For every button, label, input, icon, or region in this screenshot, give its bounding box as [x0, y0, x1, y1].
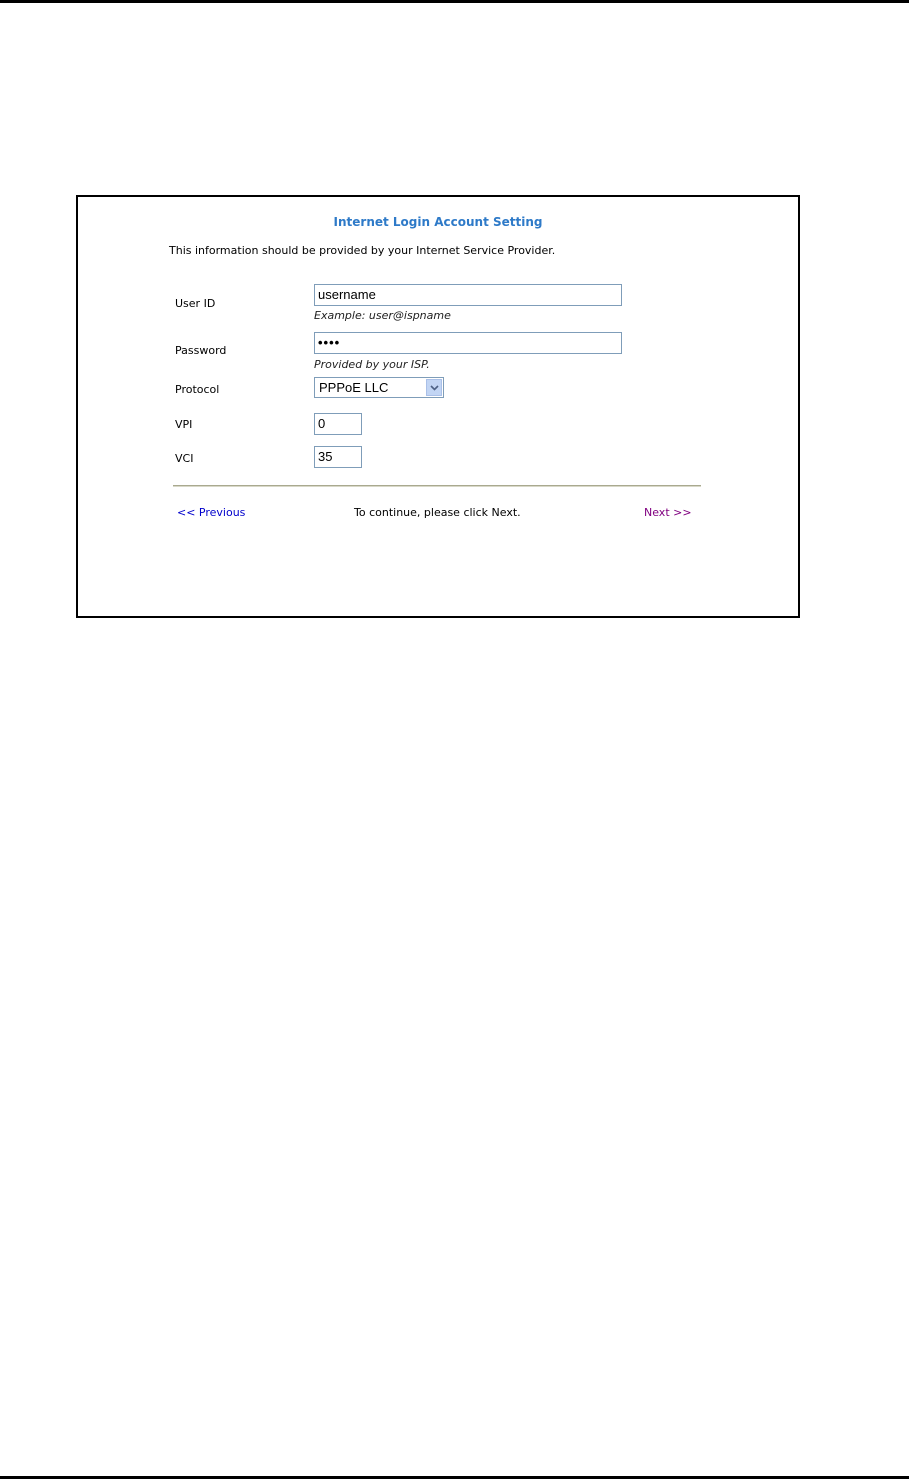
page-bottom-rule: [0, 1476, 909, 1479]
user-id-label: User ID: [175, 297, 216, 310]
protocol-select[interactable]: [314, 377, 444, 398]
user-id-hint: Example: user@ispname: [314, 309, 451, 322]
password-input[interactable]: ••••: [314, 332, 622, 354]
chevron-down-icon: [430, 385, 439, 391]
setup-panel: [76, 195, 800, 618]
next-link[interactable]: Next >>: [644, 506, 692, 519]
protocol-selected-value: PPPoE LLC: [319, 380, 389, 395]
user-id-input[interactable]: username: [314, 284, 622, 306]
vpi-input[interactable]: 0: [314, 413, 362, 435]
previous-link[interactable]: << Previous: [177, 506, 246, 519]
vpi-label: VPI: [175, 418, 193, 431]
continue-message: To continue, please click Next.: [354, 506, 521, 519]
password-label: Password: [175, 344, 227, 357]
intro-text: This information should be provided by your Internet Service Provider.: [169, 244, 556, 257]
vci-input[interactable]: 35: [314, 446, 362, 468]
protocol-label: Protocol: [175, 383, 220, 396]
divider: [173, 485, 701, 487]
vci-label: VCI: [175, 452, 194, 465]
panel-title: Internet Login Account Setting: [333, 215, 543, 229]
page-top-rule: [0, 0, 909, 3]
dropdown-button[interactable]: [426, 379, 442, 396]
password-hint: Provided by your ISP.: [314, 358, 430, 371]
